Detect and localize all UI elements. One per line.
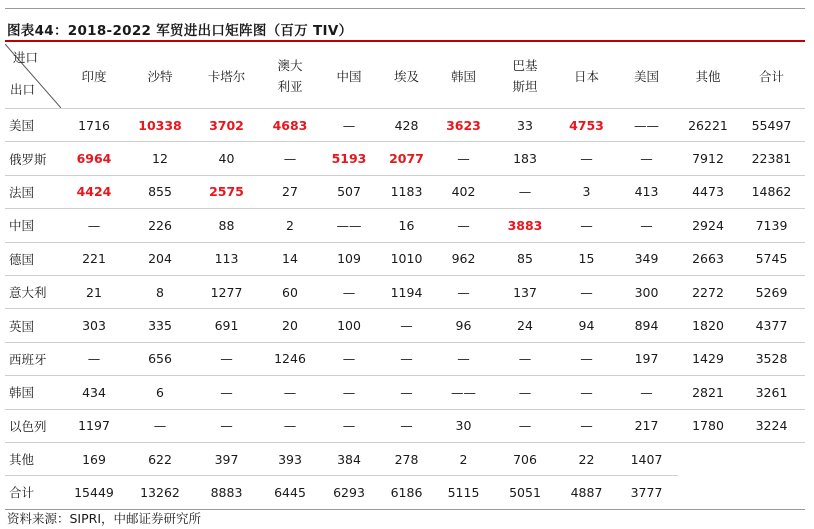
table-cell: 96	[435, 309, 492, 342]
table-cell: —	[193, 342, 260, 375]
table-cell: 4377	[738, 309, 805, 342]
table-cell: 7912	[678, 142, 738, 175]
table-row	[5, 209, 805, 242]
row-label: 韩国	[5, 376, 61, 409]
column-header	[738, 44, 805, 109]
table-cell: —	[61, 342, 127, 375]
column-header-text: 印度	[81, 68, 107, 84]
table-cell: 197	[615, 342, 678, 375]
table-cell: —	[378, 409, 435, 442]
row-label: 西班牙	[5, 342, 61, 375]
column-header-text: 澳大	[277, 58, 303, 73]
table-cell: —	[193, 409, 260, 442]
column-header	[61, 44, 127, 109]
table-cell: 137	[492, 275, 558, 308]
table-cell: 109	[320, 242, 378, 275]
table-cell: 12	[127, 142, 193, 175]
row-label: 合计	[5, 476, 61, 509]
source-note: 资料来源：SIPRI，中邮证券研究所	[7, 511, 202, 526]
table-cell: 397	[193, 442, 260, 475]
table-cell: 1183	[378, 175, 435, 208]
table-cell: 393	[260, 442, 320, 475]
table-cell: 1780	[678, 409, 738, 442]
table-cell: 402	[435, 175, 492, 208]
table-cell	[738, 476, 805, 509]
row-label: 意大利	[5, 275, 61, 308]
table-cell: 691	[193, 309, 260, 342]
table-row	[5, 109, 805, 142]
table-cell: 85	[492, 242, 558, 275]
column-header-text: 利亚	[277, 79, 303, 94]
trade-matrix-table	[5, 44, 805, 510]
table-cell: 40	[193, 142, 260, 175]
table-cell: 1407	[615, 442, 678, 475]
table-cell: —	[615, 209, 678, 242]
table-cell: —	[260, 376, 320, 409]
table-cell: 4473	[678, 175, 738, 208]
table-cell: 349	[615, 242, 678, 275]
table-row	[5, 142, 805, 175]
table-cell: 2272	[678, 275, 738, 308]
table-cell: 2077	[378, 142, 435, 175]
table-cell: 2	[260, 209, 320, 242]
row-label: 中国	[5, 209, 61, 242]
table-cell: 2575	[193, 175, 260, 208]
table-cell: —	[320, 275, 378, 308]
table-cell: ——	[435, 376, 492, 409]
table-cell: ——	[615, 109, 678, 142]
table-cell: 384	[320, 442, 378, 475]
table-cell: —	[260, 142, 320, 175]
table-cell: 3623	[435, 109, 492, 142]
table-cell: 1820	[678, 309, 738, 342]
table-cell: —	[558, 209, 615, 242]
table-cell: 15449	[61, 476, 127, 509]
table-cell: 855	[127, 175, 193, 208]
row-label: 其他	[5, 442, 61, 475]
header-row	[5, 44, 805, 109]
table-cell: —	[492, 342, 558, 375]
table-cell: 6445	[260, 476, 320, 509]
row-label: 俄罗斯	[5, 142, 61, 175]
table-cell: 217	[615, 409, 678, 442]
corner-cell	[5, 44, 61, 109]
table-cell: —	[320, 376, 378, 409]
column-header-text: 合计	[758, 68, 784, 84]
table-cell: 3528	[738, 342, 805, 375]
table-cell: 221	[61, 242, 127, 275]
table-row	[5, 342, 805, 375]
table-cell: —	[320, 409, 378, 442]
table-cell: —	[558, 342, 615, 375]
table-cell: —	[435, 209, 492, 242]
table-cell: 5269	[738, 275, 805, 308]
table-cell: —	[435, 142, 492, 175]
table-cell: 434	[61, 376, 127, 409]
table-cell: 5193	[320, 142, 378, 175]
row-label: 德国	[5, 242, 61, 275]
table-cell	[678, 442, 738, 475]
table-cell: —	[558, 142, 615, 175]
table-cell: 6186	[378, 476, 435, 509]
table-cell: 5051	[492, 476, 558, 509]
table-cell: 6964	[61, 142, 127, 175]
table-cell: 706	[492, 442, 558, 475]
table-cell: 22381	[738, 142, 805, 175]
corner-label-import: 进口	[13, 50, 39, 65]
table-cell: 55497	[738, 109, 805, 142]
table-row	[5, 175, 805, 208]
table-cell: 16	[378, 209, 435, 242]
table-cell: 894	[615, 309, 678, 342]
table-cell: 4753	[558, 109, 615, 142]
table-cell: ——	[320, 209, 378, 242]
table-cell: 3	[558, 175, 615, 208]
table-cell: 303	[61, 309, 127, 342]
column-header-text: 日本	[573, 68, 599, 84]
table-cell: 26221	[678, 109, 738, 142]
table-cell: —	[193, 376, 260, 409]
column-header	[127, 44, 193, 109]
row-label: 法国	[5, 175, 61, 208]
table-cell: 2663	[678, 242, 738, 275]
table-cell: 14862	[738, 175, 805, 208]
column-header	[558, 44, 615, 109]
column-header-text: 卡塔尔	[207, 68, 246, 84]
table-cell: 113	[193, 242, 260, 275]
table-cell: 7139	[738, 209, 805, 242]
table-cell: 94	[558, 309, 615, 342]
table-cell: 2	[435, 442, 492, 475]
table-cell: 13262	[127, 476, 193, 509]
table-cell: —	[558, 409, 615, 442]
table-cell: —	[320, 342, 378, 375]
table-cell: 5745	[738, 242, 805, 275]
table-cell: —	[558, 376, 615, 409]
table-cell: 10338	[127, 109, 193, 142]
row-label: 英国	[5, 309, 61, 342]
table-cell: 3261	[738, 376, 805, 409]
table-cell: —	[558, 275, 615, 308]
table-cell: 22	[558, 442, 615, 475]
table-row	[5, 442, 805, 475]
table-cell: 4683	[260, 109, 320, 142]
table-cell: —	[492, 409, 558, 442]
table-cell: 33	[492, 109, 558, 142]
table-cell: 507	[320, 175, 378, 208]
table-cell: 1277	[193, 275, 260, 308]
table-cell: 6293	[320, 476, 378, 509]
table-row	[5, 275, 805, 308]
table-cell: —	[492, 376, 558, 409]
table-cell: 278	[378, 442, 435, 475]
column-header-text: 埃及	[393, 68, 419, 84]
table-cell: 3883	[492, 209, 558, 242]
top-rule	[5, 8, 805, 9]
table-cell: 413	[615, 175, 678, 208]
table-cell: 622	[127, 442, 193, 475]
corner-label-export: 出口	[10, 82, 36, 97]
column-header	[378, 44, 435, 109]
column-header	[492, 44, 558, 109]
table-cell: —	[615, 142, 678, 175]
table-row	[5, 242, 805, 275]
table-cell: —	[492, 175, 558, 208]
table-cell: 3702	[193, 109, 260, 142]
column-header	[193, 44, 260, 109]
table-row	[5, 376, 805, 409]
column-header	[615, 44, 678, 109]
column-header-text: 巴基	[512, 58, 538, 73]
table-cell: 8883	[193, 476, 260, 509]
column-header-text: 中国	[336, 68, 362, 84]
table-cell	[738, 442, 805, 475]
table-row	[5, 309, 805, 342]
table-cell: —	[435, 342, 492, 375]
table-cell: 962	[435, 242, 492, 275]
table-cell: 3777	[615, 476, 678, 509]
table-cell: 24	[492, 309, 558, 342]
column-header	[320, 44, 378, 109]
table-cell: 300	[615, 275, 678, 308]
table-cell: —	[260, 409, 320, 442]
table-cell: 5115	[435, 476, 492, 509]
title-underline	[5, 40, 805, 42]
table-cell	[678, 476, 738, 509]
table-cell: 169	[61, 442, 127, 475]
table-cell: 6	[127, 376, 193, 409]
table-row	[5, 409, 805, 442]
table-cell: 1197	[61, 409, 127, 442]
table-cell: 100	[320, 309, 378, 342]
table-cell: 88	[193, 209, 260, 242]
column-header-text: 韩国	[450, 68, 476, 84]
table-cell: —	[615, 376, 678, 409]
table-cell: 14	[260, 242, 320, 275]
table-cell: 656	[127, 342, 193, 375]
column-header	[678, 44, 738, 109]
column-header-text: 斯坦	[512, 79, 538, 94]
table-cell: 335	[127, 309, 193, 342]
row-label: 以色列	[5, 409, 61, 442]
table-row	[5, 476, 805, 509]
table-cell: —	[127, 409, 193, 442]
table-cell: 1716	[61, 109, 127, 142]
table-cell: —	[378, 342, 435, 375]
table-cell: 2924	[678, 209, 738, 242]
table-cell: 8	[127, 275, 193, 308]
table-cell: 3224	[738, 409, 805, 442]
table-cell: 428	[378, 109, 435, 142]
column-header-text: 其他	[695, 68, 721, 84]
figure-title: 图表44：2018-2022 军贸进出口矩阵图（百万 TIV）	[7, 23, 353, 39]
table-cell: 21	[61, 275, 127, 308]
table-cell: 4887	[558, 476, 615, 509]
column-header-text: 沙特	[147, 68, 173, 84]
table-cell: —	[378, 309, 435, 342]
table-cell: 27	[260, 175, 320, 208]
table-cell: 1194	[378, 275, 435, 308]
table-cell: —	[61, 209, 127, 242]
table-cell: 1246	[260, 342, 320, 375]
table-cell: 2821	[678, 376, 738, 409]
table-cell: 15	[558, 242, 615, 275]
column-header	[260, 44, 320, 109]
table-cell: 1429	[678, 342, 738, 375]
table-cell: —	[435, 275, 492, 308]
table-cell: —	[320, 109, 378, 142]
table-cell: 30	[435, 409, 492, 442]
table-cell: 1010	[378, 242, 435, 275]
row-label: 美国	[5, 109, 61, 142]
table-cell: 4424	[61, 175, 127, 208]
table-cell: 204	[127, 242, 193, 275]
table-cell: 60	[260, 275, 320, 308]
column-header	[435, 44, 492, 109]
table-cell: 20	[260, 309, 320, 342]
table-cell: 183	[492, 142, 558, 175]
table-cell: 226	[127, 209, 193, 242]
column-header-text: 美国	[633, 68, 659, 84]
table-cell: —	[378, 376, 435, 409]
